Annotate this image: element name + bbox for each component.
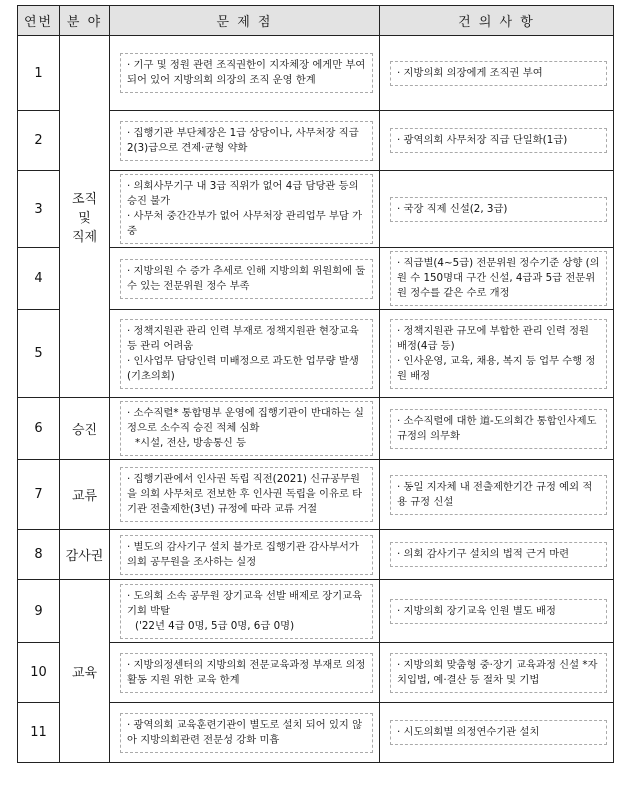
problem-cell bbox=[110, 310, 380, 398]
suggestion-cell bbox=[380, 530, 614, 580]
suggestion-cell bbox=[380, 460, 614, 530]
problem-box bbox=[120, 653, 373, 693]
problem-line: · 별도의 감사기구 설치 불가로 집행기관 감사부서가 의회 공무원을 조사하는 실정 bbox=[127, 540, 359, 568]
suggestion-cell bbox=[380, 111, 614, 171]
problem-box bbox=[120, 121, 373, 161]
problem-line: · 도의회 소속 공무원 장기교육 선발 배제로 장기교육 기회 박탈 bbox=[127, 589, 363, 617]
issues-table bbox=[17, 5, 614, 763]
problem-line: · 광역의회 교육훈련기관이 별도로 설치 되어 있지 않아 지방의회관련 전문성 강화 미흡 bbox=[127, 718, 363, 746]
suggestion-cell bbox=[380, 171, 614, 248]
table-row bbox=[18, 398, 614, 460]
problem-cell bbox=[110, 643, 380, 703]
problem-cell bbox=[110, 460, 380, 530]
suggestion-box bbox=[390, 720, 607, 745]
problem-cell bbox=[110, 248, 380, 310]
header-problem: 문 제 점 bbox=[110, 6, 380, 36]
problem-cell bbox=[110, 398, 380, 460]
problem-line: *시설, 전산, 방송통신 등 bbox=[135, 437, 247, 449]
suggestion-line: · 국장 직제 신설(2, 3급) bbox=[397, 202, 508, 215]
row-number: 7 bbox=[18, 460, 60, 530]
category-org: 조직 및 직제 bbox=[60, 36, 110, 398]
problem-cell bbox=[110, 111, 380, 171]
suggestion-cell bbox=[380, 310, 614, 398]
suggestion-box bbox=[390, 61, 607, 86]
problem-line: ('22년 4급 0명, 5급 0명, 6급 0명) bbox=[135, 619, 295, 632]
problem-line: · 정책지원관 관리 인력 부재로 정책지원관 현장교육 등 관리 어려움 bbox=[127, 324, 359, 352]
header-category: 분 야 bbox=[60, 6, 110, 36]
suggestion-line: · 소수직렬에 대한 道-도의회간 통합인사제도 규정의 의무화 bbox=[397, 414, 597, 442]
category-promo: 승진 bbox=[60, 398, 110, 460]
problem-box bbox=[120, 319, 373, 389]
problem-box bbox=[120, 584, 373, 639]
row-number: 5 bbox=[18, 310, 60, 398]
row-number: 9 bbox=[18, 580, 60, 643]
row-number: 6 bbox=[18, 398, 60, 460]
problem-cell bbox=[110, 580, 380, 643]
suggestion-line: · 인사운영, 교육, 채용, 복지 등 업무 수행 정원 배정 bbox=[397, 354, 596, 382]
problem-box bbox=[120, 467, 373, 522]
suggestion-line: · 지방의회 맞춤형 중·장기 교육과정 신설 *자치입법, 예·결산 등 절차 및 기법 bbox=[397, 658, 598, 686]
suggestion-box bbox=[390, 319, 607, 389]
header-suggestion: 건 의 사 항 bbox=[380, 6, 614, 36]
suggestion-box bbox=[390, 197, 607, 222]
row-number: 2 bbox=[18, 111, 60, 171]
suggestion-box bbox=[390, 599, 607, 624]
suggestion-line: · 시도의회별 의정연수기관 설치 bbox=[397, 726, 540, 738]
row-number: 4 bbox=[18, 248, 60, 310]
category-audit: 감사권 bbox=[60, 530, 110, 580]
suggestion-box bbox=[390, 128, 607, 153]
table-row bbox=[18, 460, 614, 530]
category-exchange: 교류 bbox=[60, 460, 110, 530]
problem-box bbox=[120, 174, 373, 244]
problem-line: · 지방의원 수 증가 추세로 인해 지방의회 위원회에 둘 수 있는 전문위원 정수 부족 bbox=[127, 264, 366, 292]
problem-line: · 소수직렬* 통합명부 운영에 집행기관이 반대하는 실정으로 소수직 승진 적체 심화 bbox=[127, 407, 364, 434]
problem-line: · 집행기관 부단체장은 1급 상당이나, 사무처장 직급 2(3)급으로 견제·균형 약화 bbox=[127, 126, 359, 154]
problem-box bbox=[120, 401, 373, 456]
problem-cell bbox=[110, 171, 380, 248]
suggestion-cell bbox=[380, 398, 614, 460]
category-edu: 교육 bbox=[60, 580, 110, 763]
row-number: 10 bbox=[18, 643, 60, 703]
suggestion-line: · 지방의회 의장에게 조직권 부여 bbox=[397, 66, 543, 79]
row-number: 11 bbox=[18, 703, 60, 763]
suggestion-cell bbox=[380, 248, 614, 310]
problem-box bbox=[120, 53, 373, 93]
problem-line: · 집행기관에서 인사권 독립 직전(2021) 신규공무원을 의회 사무처로 전보한 후 인사권 독립을 이유로 타기관 전출제한(3년) 규정에 따라 교류 거절 bbox=[127, 473, 363, 515]
row-number: 1 bbox=[18, 36, 60, 111]
suggestion-cell bbox=[380, 36, 614, 111]
header-num: 연번 bbox=[18, 6, 60, 36]
row-number: 8 bbox=[18, 530, 60, 580]
suggestion-box bbox=[390, 251, 607, 306]
suggestion-cell bbox=[380, 580, 614, 643]
problem-box bbox=[120, 259, 373, 299]
problem-line: · 인사업무 담당인력 미배정으로 과도한 업무량 발생(기초의회) bbox=[127, 354, 359, 382]
suggestion-box bbox=[390, 653, 607, 693]
suggestion-line: · 직급별(4~5급) 전문위원 정수기준 상향 (의원 수 150명대 구간 신설, 4급과 5급 전문위원 정수를 같은 수로 개정 bbox=[397, 257, 600, 299]
suggestion-box bbox=[390, 409, 607, 449]
suggestion-line: · 광역의회 사무처장 직급 단일화(1급) bbox=[397, 134, 568, 146]
row-number: 3 bbox=[18, 171, 60, 248]
problem-cell bbox=[110, 703, 380, 763]
suggestion-box bbox=[390, 475, 607, 515]
suggestion-line: · 정책지원관 규모에 부합한 관리 인력 정원 배정(4급 등) bbox=[397, 324, 590, 352]
problem-box bbox=[120, 713, 373, 753]
table-row bbox=[18, 36, 614, 111]
table-row bbox=[18, 530, 614, 580]
problem-line: · 사무처 중간간부가 없어 사무처장 관리업무 부담 가중 bbox=[127, 210, 363, 237]
problem-cell bbox=[110, 530, 380, 580]
suggestion-line: · 의회 감사기구 설치의 법적 근거 마련 bbox=[397, 548, 570, 560]
table-row bbox=[18, 580, 614, 643]
problem-line: · 지방의정센터의 지방의회 전문교육과정 부재로 의정활동 지원 위한 교육 한계 bbox=[127, 658, 366, 686]
suggestion-line: · 지방의회 장기교육 인원 별도 배정 bbox=[397, 604, 556, 617]
suggestion-box bbox=[390, 542, 607, 567]
problem-line: · 기구 및 정원 관련 조직권한이 지자체장 에게만 부여되어 있어 지방의회 의장의 조직 운영 한계 bbox=[127, 59, 366, 86]
suggestion-line: · 동일 지자체 내 전출제한기간 규정 예외 적용 규정 신설 bbox=[397, 480, 593, 508]
suggestion-cell bbox=[380, 703, 614, 763]
problem-cell bbox=[110, 36, 380, 111]
problem-box bbox=[120, 535, 373, 575]
suggestion-cell bbox=[380, 643, 614, 703]
problem-line: · 의회사무기구 내 3급 직위가 없어 4급 담당관 등의 승진 불가 bbox=[127, 180, 359, 207]
